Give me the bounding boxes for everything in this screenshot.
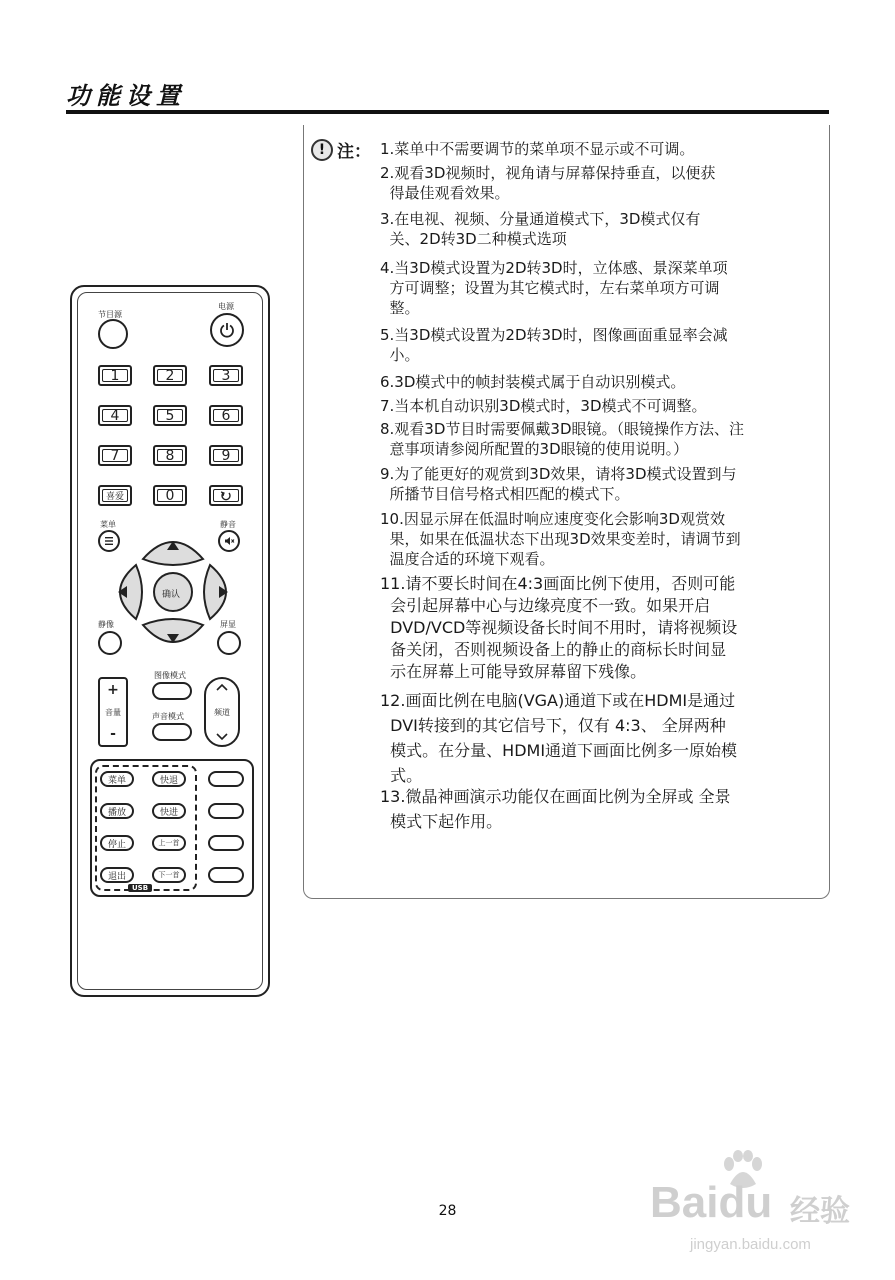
note-item-3: 3.在电视、视频、分量通道模式下，3D模式仅有 关、2D转3D二种模式选项: [380, 210, 701, 248]
volume-plus: +: [107, 682, 119, 698]
power-button: [210, 313, 244, 347]
page-number: 28: [438, 1203, 457, 1219]
digit-key-9: 9: [209, 445, 243, 466]
display-button: [217, 631, 241, 655]
power-label: 电源: [218, 302, 234, 311]
usb-rewind-key: 快退: [152, 771, 186, 787]
channel-rocker: [204, 677, 240, 747]
usb-next-key: 下一首: [152, 867, 186, 883]
usb-forward-key: 快进: [152, 803, 186, 819]
menu-label: 菜单: [100, 520, 116, 529]
warning-icon: !: [311, 139, 333, 161]
color-key-1: [208, 771, 244, 787]
sound-mode-label: 声音模式: [152, 712, 184, 721]
channel-down-icon: [216, 733, 228, 741]
note-item-13: 13.微晶神画演示功能仅在画面比例为全屏或 全景 模式下起作用。: [380, 787, 731, 831]
watermark-product: 经验: [790, 1195, 850, 1228]
remote-control-illustration: [70, 285, 270, 997]
note-item-8: 8.观看3D节目时需要佩戴3D眼镜。（眼镜操作方法、注 意事项请参阅所配置的3D眼镜的使用说明。）: [380, 420, 745, 458]
power-icon: [218, 321, 236, 339]
mute-label: 静音: [220, 520, 236, 529]
source-label: 节目源: [98, 310, 122, 319]
digit-key-6: 6: [209, 405, 243, 426]
watermark-url: jingyan.baidu.com: [690, 1236, 811, 1253]
note-item-1: 1.菜单中不需要调节的菜单项不显示或不可调。: [380, 140, 695, 158]
usb-exit-key: 退出: [100, 867, 134, 883]
favorite-key: 喜爱: [98, 485, 132, 506]
volume-rocker: [98, 677, 128, 747]
volume-label: 音量: [105, 707, 121, 717]
digit-key-3: 3: [209, 365, 243, 386]
digit-key-4: 4: [98, 405, 132, 426]
usb-menu-key: 菜单: [100, 771, 134, 787]
title-divider: [66, 110, 829, 114]
digit-key-2: 2: [153, 365, 187, 386]
usb-stop-key: 停止: [100, 835, 134, 851]
color-key-4: [208, 867, 244, 883]
channel-label: 频道: [214, 707, 230, 717]
ok-label: 确认: [162, 590, 181, 600]
note-header: [311, 137, 371, 162]
usb-play-key: 播放: [100, 803, 134, 819]
color-key-3: [208, 835, 244, 851]
note-item-11: 11.请不要长时间在4:3画面比例下使用，否则可能 会引起屏幕中心与边缘亮度不一致。如果开启 DVD/VCD等视频设备长时间不用时，请将视频设 备关闭，否则视频设备上的静止的商标长时间显 示在屏幕上可能导致屏幕留下残像。: [380, 574, 738, 681]
note-item-12: 12.画面比例在电脑(VGA)通道下或在HDMI是通过 DVI转接到的其它信号下，仅有 4:3、 全屏两种 模式。在分量、HDMI通道下画面比例多一原始模 式。: [380, 691, 738, 785]
digit-key-5: 5: [153, 405, 187, 426]
note-item-4: 4.当3D模式设置为2D转3D时，立体感、景深菜单项 方可调整；设置为其它模式时，左右菜单项方可调 整。: [380, 259, 728, 317]
digit-key-1: 1: [98, 365, 132, 386]
channel-up-icon: [216, 683, 228, 691]
note-item-5: 5.当3D模式设置为2D转3D时，图像画面重显率会减 小。: [380, 326, 728, 364]
volume-minus: -: [110, 726, 116, 742]
digit-key-8: 8: [153, 445, 187, 466]
note-item-10: 10.因显示屏在低温时响应速度变化会影响3D观赏效 果，如果在低温状态下出现3D效果变差时，请调节到 温度合适的环境下观看。: [380, 510, 741, 568]
color-key-2: [208, 803, 244, 819]
usb-label: USB: [128, 884, 152, 892]
digit-key-0: 0: [153, 485, 187, 506]
freeze-label: 静像: [98, 620, 114, 629]
display-label: 屏显: [220, 620, 236, 629]
recall-icon: [220, 490, 232, 502]
note-item-2: 2.观看3D视频时，视角请与屏幕保持垂直，以便获 得最佳观看效果。: [380, 164, 716, 202]
note-label: 注：: [337, 142, 371, 162]
note-item-6: 6.3D模式中的帧封装模式属于自动识别模式。: [380, 373, 686, 391]
section-title: 功能设置: [66, 81, 186, 110]
baidu-jingyan-watermark: [650, 1150, 870, 1260]
sound-mode-button: [152, 723, 192, 741]
note-item-7: 7.当本机自动识别3D模式时，3D模式不可调整。: [380, 397, 707, 415]
digit-key-7: 7: [98, 445, 132, 466]
source-button: [98, 319, 128, 349]
picture-mode-label: 图像模式: [154, 671, 186, 680]
picture-mode-button: [152, 682, 192, 700]
recall-key: [209, 485, 243, 506]
usb-previous-key: 上一首: [152, 835, 186, 851]
watermark-brand: Baidu: [650, 1178, 773, 1227]
freeze-button: [98, 631, 122, 655]
note-item-9: 9.为了能更好的观赏到3D效果，请将3D模式设置到与 所播节目信号格式相匹配的模式下。: [380, 465, 737, 503]
